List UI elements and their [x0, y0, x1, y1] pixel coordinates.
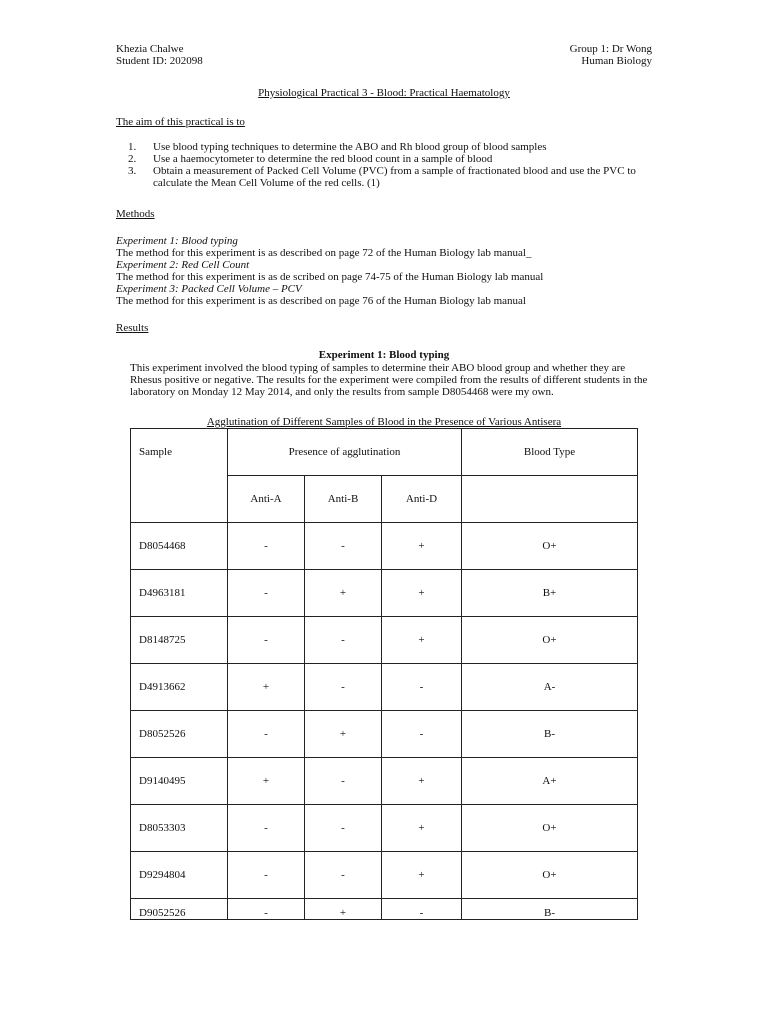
experiment1-description: This experiment involved the blood typing of samples to determine their ABO blood group and whether they are Rhesus positive or negative. The results for the experiment were compiled from the results of different students in the laboratory on Monday 12 May 2014, and only the results from sample D8054468 were my own. — [130, 362, 648, 398]
method-title: Experiment 3: Packed Cell Volume – PCV — [116, 283, 302, 295]
cell-anti-d: + — [382, 523, 462, 570]
list-text: Use a haemocytometer to determine the red blood count in a sample of blood — [153, 153, 493, 165]
cell-anti-b: + — [305, 570, 382, 617]
cell-blood-type: A+ — [462, 758, 638, 805]
cell-anti-b: + — [305, 899, 382, 920]
cell-anti-b: - — [305, 664, 382, 711]
cell-anti-d: - — [382, 664, 462, 711]
cell-anti-b: - — [305, 523, 382, 570]
cell-blood-type: O+ — [462, 617, 638, 664]
cell-anti-a: + — [228, 758, 305, 805]
header-sample: Sample — [131, 429, 228, 523]
cell-anti-a: - — [228, 852, 305, 899]
cell-anti-a: - — [228, 570, 305, 617]
cell-anti-a: - — [228, 523, 305, 570]
cell-sample: D8052526 — [131, 711, 228, 758]
methods-section — [116, 235, 656, 307]
cell-anti-a: + — [228, 664, 305, 711]
header-blank — [462, 476, 638, 523]
cell-anti-b: - — [305, 805, 382, 852]
aim-heading: The aim of this practical is to — [116, 116, 245, 128]
list-text: Obtain a measurement of Packed Cell Volume (PVC) from a sample of fractionated blood and use the PVC to calculate the Mean Cell Volume of the red cells. (1) — [153, 165, 636, 189]
page-title: Physiological Practical 3 - Blood: Practical Haematology — [258, 87, 510, 99]
header-anti-d: Anti-D — [382, 476, 462, 523]
student-id: Student ID: 202098 — [116, 55, 203, 67]
aims-list — [116, 141, 656, 189]
cell-anti-d: + — [382, 617, 462, 664]
cell-sample: D4963181 — [131, 570, 228, 617]
cell-anti-d: - — [382, 899, 462, 920]
group-label: Group 1: Dr Wong — [569, 43, 652, 55]
list-item — [116, 153, 656, 165]
cell-anti-d: - — [382, 711, 462, 758]
list-number: 1. — [128, 141, 137, 153]
method-text: The method for this experiment is as described on page 76 of the Human Biology lab manual — [116, 295, 526, 307]
list-item — [116, 165, 656, 189]
author-name: Khezia Chalwe — [116, 43, 184, 55]
cell-sample: D8054468 — [131, 523, 228, 570]
method-title: Experiment 2: Red Cell Count — [116, 259, 250, 271]
cell-sample: D8148725 — [131, 617, 228, 664]
cell-anti-b: - — [305, 852, 382, 899]
cell-blood-type: A- — [462, 664, 638, 711]
methods-heading: Methods — [116, 208, 155, 220]
list-number: 2. — [128, 153, 137, 165]
table-row — [131, 805, 638, 852]
header-blood-type: Blood Type — [462, 429, 638, 476]
cell-blood-type: O+ — [462, 852, 638, 899]
header-right — [570, 43, 652, 67]
cell-sample: D4913662 — [131, 664, 228, 711]
cell-anti-a: - — [228, 711, 305, 758]
table-row — [131, 758, 638, 805]
table-row — [131, 899, 638, 920]
list-text: Use blood typing techniques to determine the ABO and Rh blood group of blood samples — [153, 141, 547, 153]
cell-anti-d: + — [382, 805, 462, 852]
method-title: Experiment 1: Blood typing — [116, 235, 238, 247]
cell-sample: D9052526 — [131, 899, 228, 920]
header-agglutination: Presence of agglutination — [228, 429, 462, 476]
cell-anti-b: + — [305, 711, 382, 758]
header-left — [116, 43, 203, 67]
cell-anti-d: + — [382, 758, 462, 805]
cell-anti-a: - — [228, 899, 305, 920]
cell-blood-type: O+ — [462, 523, 638, 570]
cell-blood-type: O+ — [462, 805, 638, 852]
list-item — [116, 141, 656, 153]
table-caption: Agglutination of Different Samples of Blood in the Presence of Various Antisera — [206, 416, 562, 428]
results-table — [130, 428, 638, 920]
header-anti-b: Anti-B — [305, 476, 382, 523]
table-row — [131, 523, 638, 570]
cell-blood-type: B+ — [462, 570, 638, 617]
results-heading: Results — [116, 322, 149, 334]
cell-anti-a: - — [228, 617, 305, 664]
table-row — [131, 664, 638, 711]
cell-anti-b: - — [305, 758, 382, 805]
cell-anti-a: - — [228, 805, 305, 852]
cell-blood-type: B- — [462, 899, 638, 920]
method-text: The method for this experiment is as de scribed on page 74-75 of the Human Biology lab manual — [116, 271, 544, 283]
table-row — [131, 711, 638, 758]
cell-sample: D8053303 — [131, 805, 228, 852]
cell-anti-d: + — [382, 570, 462, 617]
header-anti-a: Anti-A — [228, 476, 305, 523]
table-row — [131, 570, 638, 617]
cell-blood-type: B- — [462, 711, 638, 758]
cell-anti-d: + — [382, 852, 462, 899]
cell-anti-b: - — [305, 617, 382, 664]
course-label: Human Biology — [581, 55, 652, 67]
method-text: The method for this experiment is as described on page 72 of the Human Biology lab manual_ — [116, 247, 532, 259]
table-row — [131, 617, 638, 664]
list-number: 3. — [128, 165, 137, 177]
cell-sample: D9140495 — [131, 758, 228, 805]
table-row — [131, 852, 638, 899]
experiment1-heading: Experiment 1: Blood typing — [318, 349, 450, 361]
table-header-row — [131, 429, 638, 476]
cell-sample: D9294804 — [131, 852, 228, 899]
